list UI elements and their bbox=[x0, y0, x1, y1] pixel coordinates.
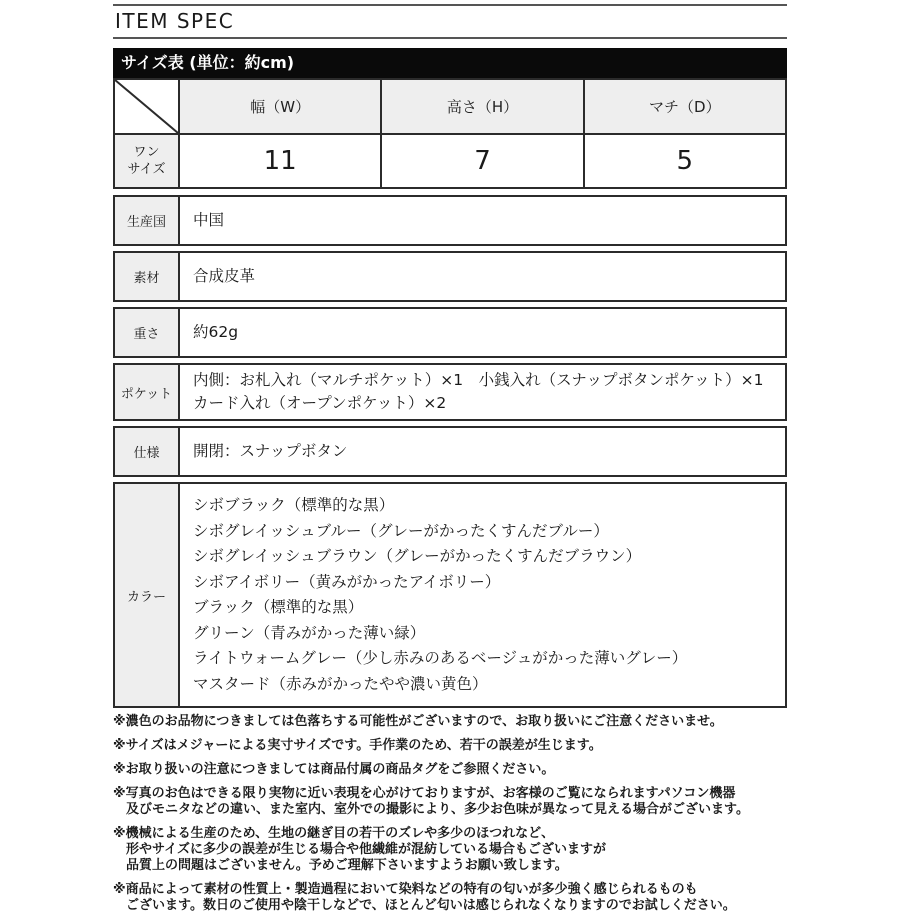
spec-row-pockets bbox=[113, 363, 787, 421]
spec-value-closure: 開閉：スナップボタン bbox=[193, 442, 348, 460]
size-value-width: 11 bbox=[179, 134, 381, 188]
spec-value-pockets-line2: カード入れ（オープンポケット）×2 bbox=[193, 394, 447, 412]
spec-row-weight bbox=[113, 307, 787, 358]
spec-label-closure: 仕様 bbox=[115, 428, 180, 475]
size-col-header-height: 高さ（H） bbox=[381, 79, 583, 134]
note-item: ※機械による生産のため、生地の継ぎ目の若干のズレや多少のほつれなど、 形やサイズに多少の誤差が生じる場合や他繊維が混紡している場合もございますが 品質上の問題はございません。予めご理解下さいますようお願い致します。 bbox=[113, 826, 606, 873]
spec-value-country: 中国 bbox=[193, 211, 225, 229]
size-col-header-width: 幅（W） bbox=[179, 79, 381, 134]
spec-label-colors: カラー bbox=[115, 484, 180, 706]
spec-row-material bbox=[113, 251, 787, 302]
note-item: ※商品によって素材の性質上・製造過程において染料などの特有の匂いが多少強く感じられるものも ございます。数日のご使用や陰干しなどで、ほとんど匂いは感じられなくなりますのでお試しください。 bbox=[113, 882, 736, 913]
color-option: シボアイボリー（黄みがかったアイボリー） bbox=[193, 572, 501, 591]
color-option: グリーン（青みがかった薄い緑） bbox=[193, 623, 426, 642]
color-option: ライトウォームグレー（少し赤みのあるベージュがかった薄いグレー） bbox=[193, 649, 688, 667]
size-value-height: 7 bbox=[381, 134, 583, 188]
color-option: ブラック（標準的な黒） bbox=[193, 598, 364, 616]
color-option: シボグレイッシュブラウン（グレーがかったくすんだブラウン） bbox=[193, 547, 642, 565]
size-table-header-row bbox=[114, 79, 786, 134]
note-item: ※濃色のお品物につきましては色落ちする可能性がございますので、お取り扱いにご注意くださいませ。 bbox=[113, 714, 723, 729]
size-col-header-depth: マチ（D） bbox=[584, 79, 786, 134]
note-item: ※サイズはメジャーによる実寸サイズです。手作業のため、若干の誤差が生じます。 bbox=[113, 738, 602, 753]
item-spec-sheet bbox=[113, 0, 787, 922]
spec-label-material: 素材 bbox=[115, 253, 180, 300]
size-table bbox=[113, 78, 787, 189]
size-table-title-bar: サイズ表 (単位：約cm) bbox=[113, 48, 787, 78]
spec-label-weight: 重さ bbox=[115, 309, 180, 356]
note-item: ※写真のお色はできる限り実物に近い表現を心がけておりますが、お客様のご覧になられますパソコン機器 及びモニタなどの違い、また室内、室外での撮影により、多少お色味が異なって見える場合がございます。 bbox=[113, 786, 749, 817]
spec-value-weight: 約62g bbox=[193, 323, 239, 341]
notes-section bbox=[113, 714, 787, 914]
spec-row-closure bbox=[113, 426, 787, 477]
page-title: ITEM SPEC bbox=[113, 4, 787, 39]
spec-value-pockets-line1: 内側：お札入れ（マルチポケット）×1 小銭入れ（スナップボタンポケット）×1 bbox=[193, 371, 764, 389]
note-item: ※お取り扱いの注意につきましては商品付属の商品タグをご参照ください。 bbox=[113, 762, 555, 777]
corner-diagonal-cell bbox=[114, 79, 179, 134]
size-table-value-row bbox=[114, 134, 786, 188]
color-option: マスタード（赤みがかったやや濃い黄色） bbox=[193, 674, 488, 693]
diagonal-line bbox=[115, 80, 178, 133]
spec-label-country: 生産国 bbox=[115, 197, 180, 244]
spec-row-colors bbox=[113, 482, 787, 708]
spec-label-pockets: ポケット bbox=[115, 365, 180, 419]
size-row-header: ワン サイズ bbox=[114, 134, 179, 188]
spec-value-material: 合成皮革 bbox=[193, 267, 256, 285]
size-value-depth: 5 bbox=[584, 134, 786, 188]
color-option: シボグレイッシュブルー（グレーがかったくすんだブルー） bbox=[193, 521, 609, 540]
color-option: シボブラック（標準的な黒） bbox=[193, 496, 395, 514]
spec-row-country bbox=[113, 195, 787, 246]
